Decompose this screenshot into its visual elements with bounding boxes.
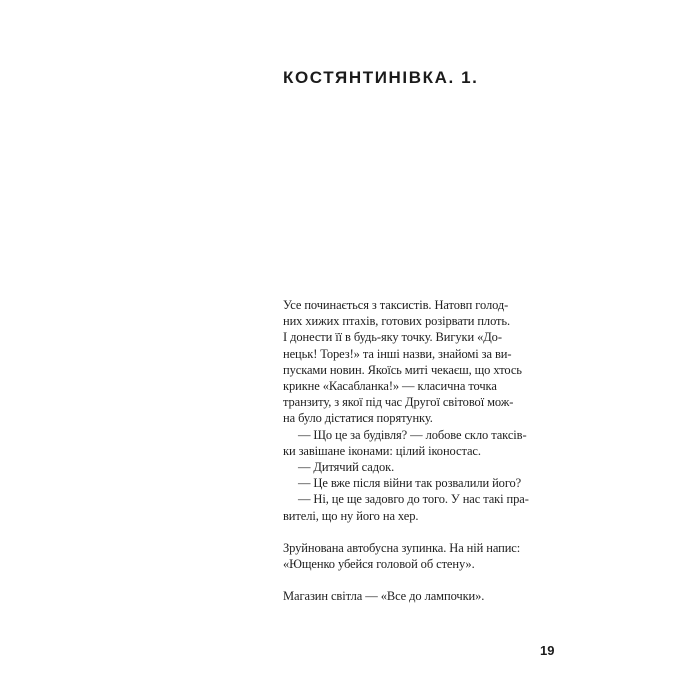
text-line: транзиту, з якої під час Другої світової мож- xyxy=(283,395,514,410)
text-line: — Це вже після війни так розвалили його? xyxy=(298,476,522,491)
chapter-title: КОСТЯНТИНІВКА. 1. xyxy=(283,68,479,88)
text-line: — Ні, це ще задовго до того. У нас такі пра- xyxy=(298,492,529,507)
text-line: ки завішане іконами: цілий іконостас. xyxy=(283,443,481,458)
text-line: — Дитячий садок. xyxy=(298,460,395,475)
paragraph xyxy=(283,588,523,604)
text-line: на було дістатися порятунку. xyxy=(283,411,433,426)
paragraph xyxy=(283,491,529,523)
paragraph xyxy=(283,475,523,491)
text-line: Магазин світла — «Все до лампочки». xyxy=(283,589,485,604)
text-line: пусками новин. Якоїсь миті чекаєш, що хтось xyxy=(283,362,522,377)
paragraph xyxy=(283,427,527,459)
text-line: них хижих птахів, готових розірвати плоть. xyxy=(283,314,511,329)
paragraph xyxy=(283,459,523,475)
text-line: — Що це за будівля? — лобове скло таксів- xyxy=(298,427,527,442)
paragraph xyxy=(283,540,523,572)
text-line: крикне «Касабланка!» — класична точка xyxy=(283,379,497,394)
text-line: вителі, що ну його на хер. xyxy=(283,508,419,523)
text-line: «Ющенко убейся головой об стену». xyxy=(283,557,475,572)
body-text-block xyxy=(283,297,529,604)
page-number: 19 xyxy=(540,643,555,658)
text-line: І донести її в будь-яку точку. Вигуки «До- xyxy=(283,330,502,345)
text-line: нецьк! Торез!» та інші назви, знайомі за ви- xyxy=(283,346,512,361)
text-line: Зруйнована автобусна зупинка. На ній напис: xyxy=(283,540,521,555)
text-line: Усе починається з таксистів. Натовп голод- xyxy=(283,298,509,312)
paragraph xyxy=(283,297,523,427)
